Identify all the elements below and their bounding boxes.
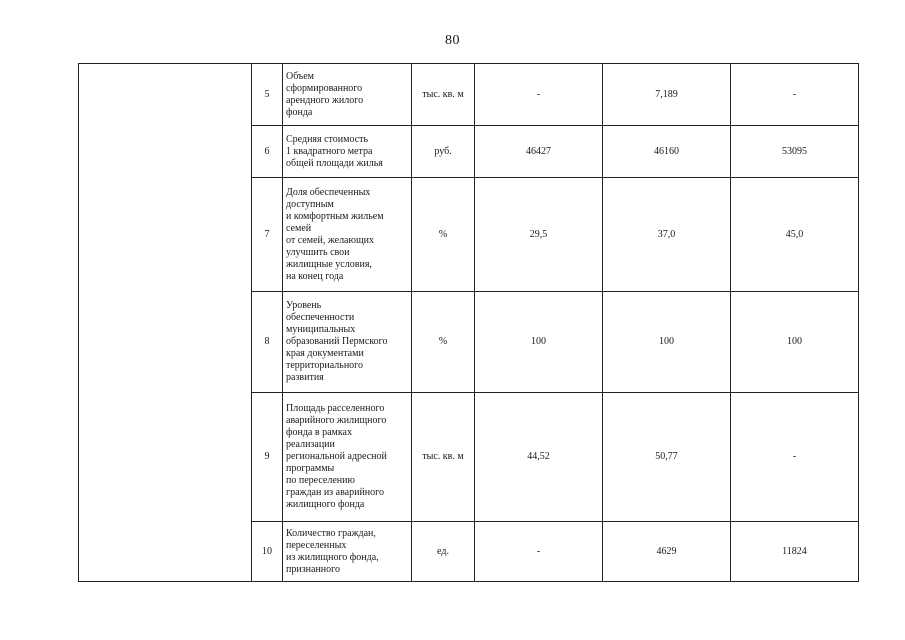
indicator-name-line: образований Пермского <box>286 336 388 347</box>
unit-cell: тыс. кв. м <box>412 64 475 126</box>
indicator-name <box>283 522 412 582</box>
row-number: 10 <box>252 522 283 582</box>
indicator-name-line: Доля обеспеченных <box>286 186 371 198</box>
value-cell-1: 44,52 <box>475 393 603 522</box>
indicator-name-line: по переселению <box>286 475 355 486</box>
row-number: 8 <box>252 292 283 393</box>
value-cell-2: 46160 <box>603 126 731 178</box>
value-cell-1: 46427 <box>475 126 603 178</box>
indicator-name-line: программы <box>286 463 335 474</box>
program-column-cell <box>79 64 252 582</box>
value-cell-3: 100 <box>731 292 859 393</box>
indicator-name-line: признанного <box>286 563 340 575</box>
value-cell-2: 7,189 <box>603 64 731 126</box>
row-number: 7 <box>252 178 283 292</box>
indicator-name-line: переселенных <box>286 539 347 551</box>
indicator-name-line: муниципальных <box>286 324 356 335</box>
unit-cell: % <box>412 292 475 393</box>
unit-cell: руб. <box>412 126 475 178</box>
value-cell-1: - <box>475 64 603 126</box>
indicator-name-line: сформированного <box>286 82 363 94</box>
indicator-name-line: и комфортным жильем <box>286 210 384 222</box>
indicator-table-wrapper <box>78 63 859 582</box>
row-number: 6 <box>252 126 283 178</box>
indicator-name <box>283 393 412 522</box>
value-cell-2: 100 <box>603 292 731 393</box>
indicator-name-line: жилищного фонда <box>286 499 365 510</box>
indicator-name-line: из жилищного фонда, <box>286 551 379 563</box>
indicator-name-line: обеспеченности <box>286 312 355 323</box>
value-cell-2: 4629 <box>603 522 731 582</box>
unit-cell: % <box>412 178 475 292</box>
indicator-name <box>283 126 412 178</box>
table-row <box>79 64 859 126</box>
page-number: 80 <box>445 33 460 48</box>
value-cell-2: 50,77 <box>603 393 731 522</box>
indicator-name-line: аварийного жилищного <box>286 415 387 426</box>
indicator-name-line: от семей, желающих <box>286 234 375 246</box>
indicator-name-line: Количество граждан, <box>286 527 376 539</box>
indicator-name <box>283 64 412 126</box>
indicator-name-line: улучшить свои <box>286 246 350 258</box>
indicator-name-line: фонда в рамках <box>286 427 352 438</box>
indicator-name-line: граждан из аварийного <box>286 487 385 498</box>
indicator-name <box>283 292 412 393</box>
indicator-name <box>283 178 412 292</box>
indicator-name-line: семей <box>286 222 312 234</box>
indicator-name-line: 1 квадратного метра <box>286 145 373 157</box>
value-cell-2: 37,0 <box>603 178 731 292</box>
indicator-name-line: на конец года <box>286 270 344 282</box>
value-cell-3: - <box>731 64 859 126</box>
value-cell-3: 45,0 <box>731 178 859 292</box>
value-cell-1: - <box>475 522 603 582</box>
indicator-name-line: арендного жилого <box>286 94 364 106</box>
row-number: 5 <box>252 64 283 126</box>
indicator-name-line: края документами <box>286 348 364 359</box>
indicator-name-line: Уровень <box>286 300 322 311</box>
indicator-name-line: реализации <box>286 439 335 450</box>
unit-cell: тыс. кв. м <box>412 393 475 522</box>
value-cell-3: 11824 <box>731 522 859 582</box>
indicator-name-line: Средняя стоимость <box>286 133 369 145</box>
indicator-name-line: региональной адресной <box>286 451 387 462</box>
indicator-name-line: жилищные условия, <box>286 258 372 270</box>
value-cell-1: 29,5 <box>475 178 603 292</box>
value-cell-1: 100 <box>475 292 603 393</box>
value-cell-3: 53095 <box>731 126 859 178</box>
indicator-name-line: Объем <box>286 70 314 82</box>
indicator-table <box>78 63 859 582</box>
indicator-name-line: общей площади жилья <box>286 157 383 169</box>
unit-cell: ед. <box>412 522 475 582</box>
indicator-name-line: доступным <box>286 198 334 210</box>
value-cell-3: - <box>731 393 859 522</box>
indicator-name-line: Площадь расселенного <box>286 403 385 414</box>
indicator-name-line: территориального <box>286 360 364 371</box>
row-number: 9 <box>252 393 283 522</box>
indicator-name-line: развития <box>286 372 324 383</box>
indicator-name-line: фонда <box>286 106 313 118</box>
